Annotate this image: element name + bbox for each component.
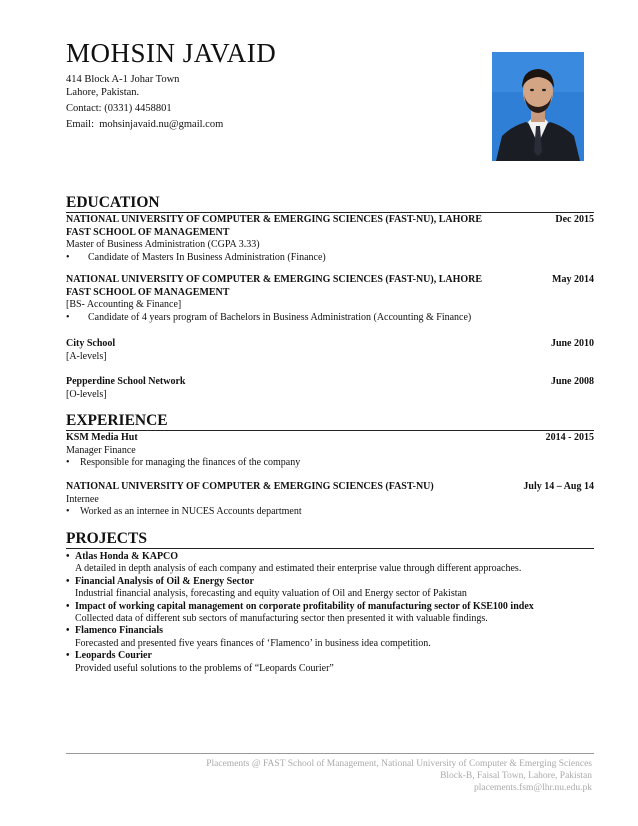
address-line-1: 414 Block A-1 Johar Town [66,74,180,85]
project-title: Financial Analysis of Oil & Energy Sector [75,575,254,587]
date: July 14 – Aug 14 [523,481,594,492]
organization: KSM Media Hut [66,432,138,443]
project-description: Forecasted and presented five years finances of ‘Flamenco’ in business idea competition. [75,637,431,649]
address-line-2: Lahore, Pakistan. [66,87,140,98]
degree: [A-levels] [66,350,107,362]
bullet-text: Worked as an internee in NUCES Accounts department [80,506,302,517]
project-description: Industrial financial analysis, forecasting and equity valuation of Oil and Energy sector of Pakistan [75,588,467,600]
project-title: Leopards Courier [75,650,152,662]
project-description: A detailed in depth analysis of each company and estimated their enterprise value through different approaches. [75,563,522,575]
project-item: • Atlas Honda & KAPCO A detailed in depth analysis of each company and estimated their enterprise value through different approaches. [66,551,594,576]
role: Internee [66,493,99,505]
experience-heading: EXPERIENCE [66,412,168,429]
email-label: Email: [66,119,94,130]
footer-line-1: Placements @ FAST School of Management, National University of Computer & Emerging Sciences [206,759,592,769]
bullet-text: Candidate of 4 years program of Bachelors in Business Administration (Accounting & Finance) [88,311,472,323]
profile-photo [492,52,584,161]
institution: NATIONAL UNIVERSITY OF COMPUTER & EMERGING SCIENCES (FAST-NU), LAHORE [66,214,483,225]
experience-divider [66,430,594,431]
experience-entry: NATIONAL UNIVERSITY OF COMPUTER & EMERGING SCIENCES (FAST-NU) July 14 – Aug 14 Internee • Worked as an internee in NUCES Accounts department [66,481,594,517]
projects-heading: PROJECTS [66,530,147,547]
project-title: Flamenco Financials [75,625,164,637]
footer-email[interactable]: placements.fsm@lhr.nu.edu.pk [474,783,592,793]
bullet-text: Responsible for managing the finances of the company [80,457,301,468]
project-item: • Leopards Courier Provided useful solutions to the problems of “Leopards Courier” [66,650,594,675]
institution: City School [66,338,116,349]
project-item: • Flamenco Financials Forecasted and presented five years finances of ‘Flamenco’ in business idea competition. [66,625,594,650]
project-title: Atlas Honda & KAPCO [75,551,179,562]
education-divider [66,212,594,213]
project-description: Provided useful solutions to the problems of “Leopards Courier” [75,662,334,674]
education-heading: EDUCATION [66,194,160,211]
project-item: • Impact of working capital management on corporate profitability of manufacturing sector of KSE100 index Collected data of different sub sectors of manufacturing sector then presented it with valuable findings. [66,601,594,626]
date: May 2014 [552,274,594,285]
project-title: Impact of working capital management on corporate profitability of manufacturing sector of KSE100 index [75,600,534,612]
degree: Master of Business Administration (CGPA 3.33) [66,239,260,250]
education-entry [66,338,594,363]
projects-list [66,551,594,675]
email-address[interactable]: mohsinjavaid.nu@gmail.com [99,119,224,130]
project-item: • Financial Analysis of Oil & Energy Sector Industrial financial analysis, forecasting and equity valuation of Oil and Energy sector of Pakistan [66,576,594,601]
bullet-text: Candidate of Masters In Business Administration (Finance) [88,251,326,263]
contact-phone: Contact: (0331) 4458801 [66,103,172,114]
role: Manager Finance [66,444,136,456]
date: June 2008 [550,376,594,387]
contact-email-row [66,118,223,131]
degree: [O-levels] [66,388,107,400]
projects-divider [66,548,594,549]
school: FAST SCHOOL OF MANAGEMENT [66,286,230,298]
organization: NATIONAL UNIVERSITY OF COMPUTER & EMERGING SCIENCES (FAST-NU) [66,481,434,492]
education-entry: NATIONAL UNIVERSITY OF COMPUTER & EMERGING SCIENCES (FAST-NU), LAHORE Dec 2015 FAST SCHOOL OF MANAGEMENT Master of Business Administration (CGPA 3.33) • Candidate of Masters In Business Administration (Finance) [66,214,594,263]
experience-entry: KSM Media Hut 2014 - 2015 Manager Finance • Responsible for managing the finances of the company [66,432,594,468]
degree: [BS- Accounting & Finance] [66,299,182,310]
candidate-name: MOHSIN JAVAID [66,38,277,68]
school: FAST SCHOOL OF MANAGEMENT [66,226,230,238]
date: 2014 - 2015 [545,432,594,443]
project-description: Collected data of different sub sectors of manufacturing sector then presented it with valuable findings. [75,613,488,625]
footer [206,758,592,794]
date: June 2010 [550,338,594,349]
institution: NATIONAL UNIVERSITY OF COMPUTER & EMERGING SCIENCES (FAST-NU), LAHORE [66,274,483,285]
footer-divider [66,753,594,754]
institution: Pepperdine School Network [66,376,186,387]
contact-block [66,73,223,131]
education-entry: NATIONAL UNIVERSITY OF COMPUTER & EMERGING SCIENCES (FAST-NU), LAHORE May 2014 FAST SCHOOL OF MANAGEMENT [BS- Accounting & Finance] • Candidate of 4 years program of Bachelors in Business Administration (Accounting & Finance) [66,274,594,323]
footer-line-2: Block-B, Faisal Town, Lahore, Pakistan [440,771,592,781]
date: Dec 2015 [555,214,594,225]
education-entry [66,376,594,401]
